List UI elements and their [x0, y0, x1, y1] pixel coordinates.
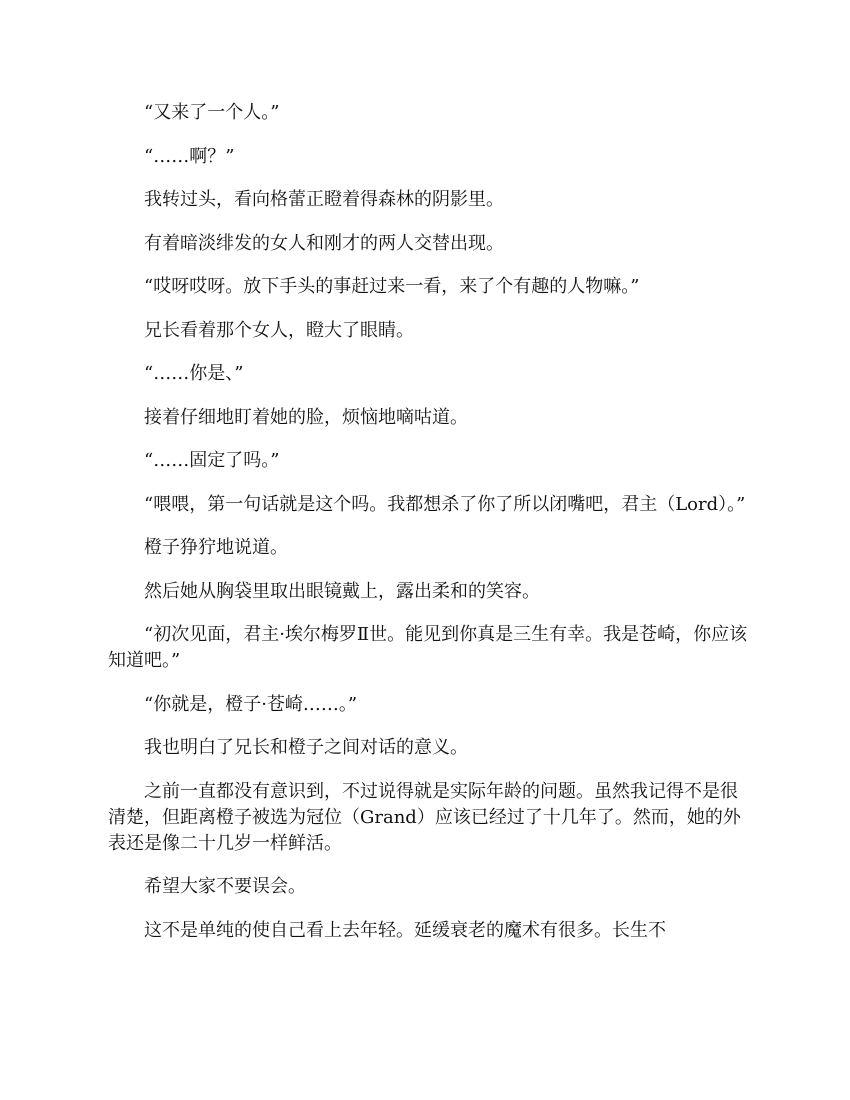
paragraph: “喂喂，第一句话就是这个吗。我都想杀了你了所以闭嘴吧，君主（Lord）。”	[144, 493, 746, 515]
paragraph: “初次见面，君主·埃尔梅罗Ⅱ世。能见到你真是三生有幸。我是苍崎，你应该知道吧。”	[108, 624, 748, 671]
paragraph: 我也明白了兄长和橙子之间对话的意义。	[144, 737, 468, 758]
paragraph: 橙子狰狞地说道。	[144, 537, 288, 558]
paragraph: “你就是，橙子·苍崎……。”	[144, 693, 358, 715]
paragraph: 然后她从胸袋里取出眼镜戴上，露出柔和的笑容。	[144, 580, 540, 602]
paragraph: “……你是、”	[144, 363, 244, 384]
paragraph: “哎呀哎呀。放下手头的事赶过来一看，来了个有趣的人物嘛。”	[144, 276, 640, 297]
paragraph: 接着仔细地盯着她的脸，烦恼地嘀咕道。	[144, 406, 468, 428]
paragraph: “又来了一个人。”	[144, 102, 280, 123]
body-text	[108, 100, 748, 961]
paragraph: 希望大家不要误会。	[144, 876, 306, 897]
paragraph: 这不是单纯的使自己看上去年轻。延缓衰老的魔术有很多。长生不	[144, 919, 666, 941]
paragraph: 有着暗淡绯发的女人和刚才的两人交替出现。	[144, 232, 504, 254]
paragraph: “……固定了吗。”	[144, 450, 280, 471]
paragraph: 兄长看着那个女人，瞪大了眼睛。	[144, 319, 414, 341]
paragraph: “……啊？”	[144, 145, 235, 167]
paragraph: 我转过头，看向格蕾正瞪着得森林的阴影里。	[144, 189, 504, 210]
paragraph: 之前一直都没有意识到，不过说得就是实际年龄的问题。虽然我记得不是很清楚，但距离橙子被选为冠位（Grand）应该已经过了十几年了。然而，她的外表还是像二十几岁一样鲜活。	[108, 780, 741, 854]
